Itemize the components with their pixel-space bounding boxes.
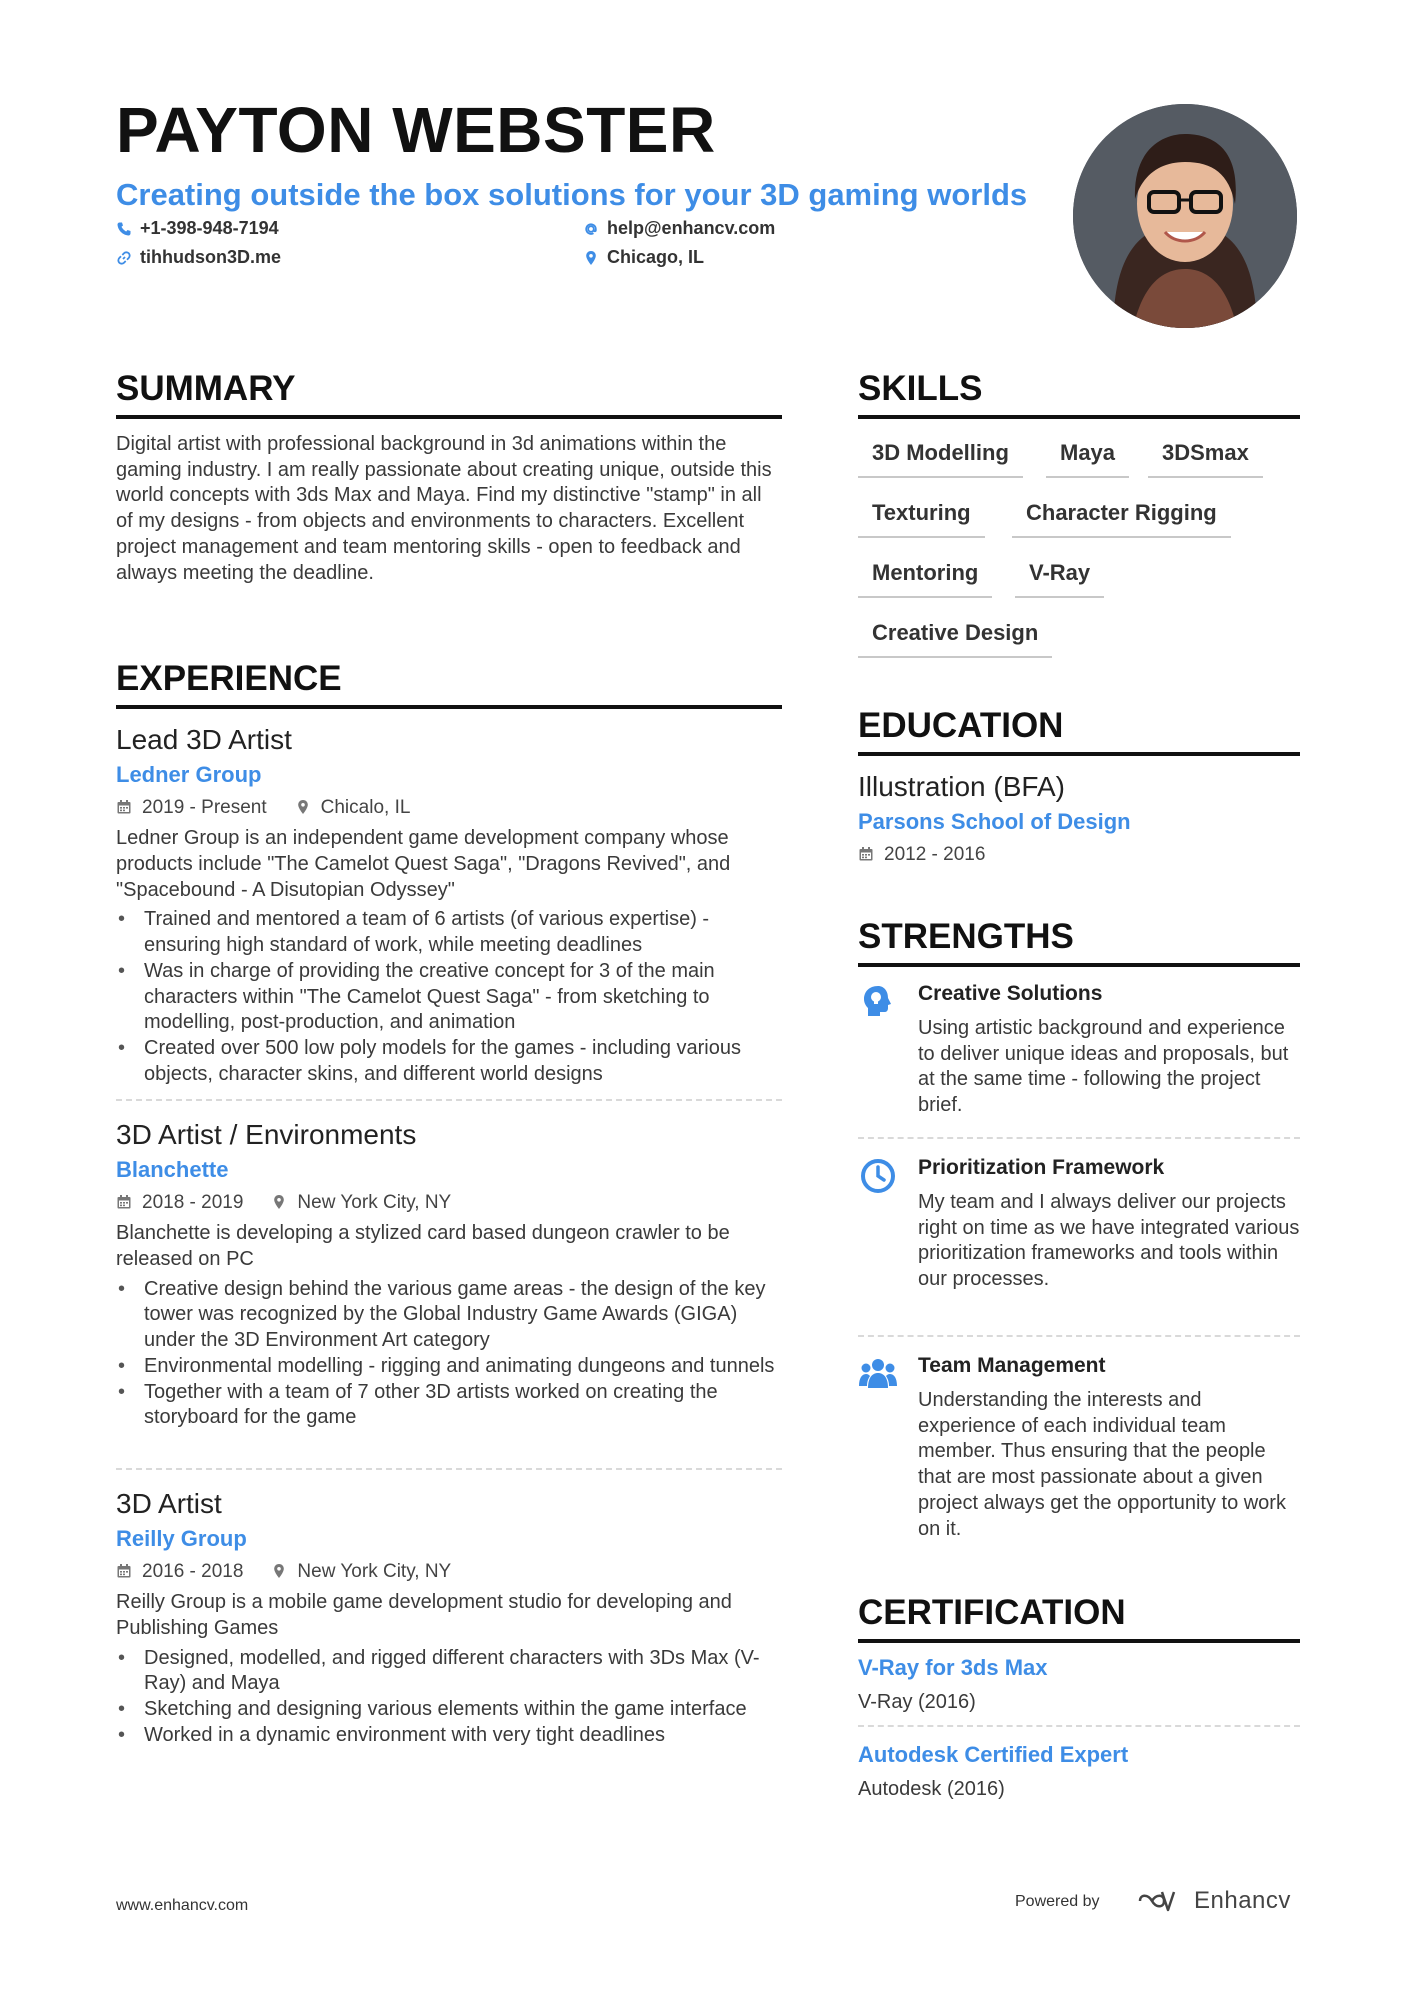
job-description: Ledner Group is an independent game development company whose products include "The Camelot Quest Saga", "Dragons Revived", and "Spacebound - A Disutopian Odyssey" (116, 827, 731, 901)
job-title: 3D Artist (116, 1488, 222, 1519)
job-location: New York City, NY (297, 1191, 452, 1213)
job-bullet: • Was in charge of providing the creative concept for 3 of the main characters within "The Camelot Quest Saga" - from sketching to modelling, post-production, and animation (116, 959, 782, 1036)
strength-description: Using artistic background and experience to deliver unique ideas and proposals, but at the same time - following the project brief. (918, 1017, 1289, 1117)
job-bullets (116, 1277, 782, 1431)
profile-photo (1073, 104, 1297, 328)
skill-tag: V-Ray (1015, 558, 1104, 598)
phone-icon (116, 221, 132, 237)
calendar-icon (116, 1194, 134, 1212)
enhancv-logo[interactable] (1136, 1886, 1291, 1916)
contact-location (583, 247, 704, 268)
location-pin-icon (295, 799, 313, 817)
certification-issuer: Autodesk (2016) (858, 1777, 1005, 1800)
school-name[interactable]: Parsons School of Design (858, 809, 1131, 834)
job-bullet: • Worked in a dynamic environment with very tight deadlines (116, 1723, 782, 1749)
skill-tag: 3DSmax (1148, 438, 1263, 478)
skill-tag: Creative Design (858, 618, 1052, 658)
candidate-name: PAYTON WEBSTER (116, 94, 716, 166)
strength-item (858, 1156, 1300, 1316)
location-pin-icon (271, 1194, 289, 1212)
strengths-heading: STRENGTHS (858, 918, 1300, 967)
job-title: Lead 3D Artist (116, 724, 292, 755)
experience-item (116, 722, 782, 1087)
summary-heading: SUMMARY (116, 370, 782, 419)
strength-item (858, 982, 1300, 1122)
job-dates: 2019 - Present (142, 796, 267, 818)
company-name[interactable]: Reilly Group (116, 1526, 247, 1551)
at-icon (583, 221, 599, 237)
enhancv-brand-text: Enhancv (1194, 1887, 1291, 1914)
divider (858, 1725, 1300, 1727)
divider (858, 1335, 1300, 1337)
experience-heading: EXPERIENCE (116, 660, 782, 709)
education-item (858, 769, 1300, 873)
job-bullet: • Together with a team of 7 other 3D artists worked on creating the storyboard for the game (116, 1380, 782, 1431)
job-dates: 2016 - 2018 (142, 1560, 244, 1582)
experience-item (116, 1117, 782, 1431)
skill-tag: Mentoring (858, 558, 992, 598)
certification-heading: CERTIFICATION (858, 1594, 1300, 1643)
summary-text: Digital artist with professional background in 3d animations within the gaming industry. I am really passionate about creating unique, outside this world concepts with 3ds Max and Maya. Find my distinctive "stamp" in all of my designs - from objects and environments to characters. Excellent project management and team mentoring skills - open to feedback and always meeting the deadline. (116, 433, 772, 584)
job-location: Chicalo, IL (320, 796, 411, 818)
skill-tag: Texturing (858, 498, 985, 538)
contact-email[interactable] (583, 218, 775, 239)
job-bullet: • Created over 500 low poly models for the games - including various objects, character skins, and different world designs (116, 1036, 782, 1087)
strength-title: Team Management (918, 1354, 1106, 1377)
education-dates: 2012 - 2016 (884, 843, 986, 865)
job-meta (116, 1560, 782, 1585)
divider (116, 1099, 782, 1101)
head-bulb-icon (858, 982, 898, 1022)
job-location: New York City, NY (297, 1560, 452, 1582)
footer-url[interactable]: www.enhancv.com (116, 1897, 249, 1914)
contact-website[interactable] (116, 247, 281, 268)
education-heading: EDUCATION (858, 707, 1300, 756)
enhancv-logo-icon (1136, 1886, 1186, 1916)
strength-description: My team and I always deliver our projects right on time as we have integrated various prioritization frameworks and tools within our processes. (918, 1191, 1300, 1291)
certification-item (858, 1741, 1300, 1802)
clock-icon (858, 1156, 898, 1196)
education-meta (858, 843, 1300, 868)
skill-tag: Character Rigging (1012, 498, 1231, 538)
job-title: 3D Artist / Environments (116, 1119, 417, 1150)
degree: Illustration (BFA) (858, 771, 1065, 802)
team-icon (858, 1354, 898, 1394)
skill-tag: 3D Modelling (858, 438, 1023, 478)
strength-title: Prioritization Framework (918, 1156, 1165, 1179)
job-bullet: • Creative design behind the various game areas - the design of the key tower was recognized by the Global Industry Game Awards (GIGA) under the 3D Environment Art category (116, 1277, 782, 1354)
skills-heading: SKILLS (858, 370, 1300, 419)
link-icon (116, 250, 132, 266)
divider (858, 1137, 1300, 1139)
calendar-icon (858, 846, 876, 864)
job-meta (116, 1191, 782, 1216)
experience-item (116, 1486, 782, 1749)
job-dates: 2018 - 2019 (142, 1191, 244, 1213)
footer-powered-label: Powered by (1015, 1893, 1100, 1910)
certification-item (858, 1654, 1300, 1715)
job-bullet: • Sketching and designing various elements within the game interface (116, 1697, 782, 1723)
job-bullets (116, 907, 782, 1087)
location-pin-icon (583, 250, 599, 266)
job-bullet: • Environmental modelling - rigging and animating dungeons and tunnels (116, 1354, 782, 1380)
job-bullet: • Trained and mentored a team of 6 artists (of various expertise) - ensuring high standard of work, while meeting deadlines (116, 907, 782, 958)
location-pin-icon (271, 1563, 289, 1581)
location-text: Chicago, IL (607, 247, 705, 267)
certification-name[interactable]: Autodesk Certified Expert (858, 1742, 1129, 1767)
skill-tag: Maya (1046, 438, 1129, 478)
company-name[interactable]: Ledner Group (116, 762, 262, 787)
job-meta (116, 796, 782, 821)
phone-text: +1-398-948-7194 (140, 218, 279, 238)
divider (116, 1468, 782, 1470)
calendar-icon (116, 799, 134, 817)
job-bullet: • Designed, modelled, and rigged different characters with 3Ds Max (V-Ray) and Maya (116, 1646, 782, 1697)
job-description: Blanchette is developing a stylized card based dungeon crawler to be released on PC (116, 1222, 730, 1270)
certification-issuer: V-Ray (2016) (858, 1690, 976, 1713)
strength-item (858, 1354, 1300, 1554)
job-bullets (116, 1646, 782, 1749)
contact-phone (116, 218, 279, 239)
website-link[interactable]: tihhudson3D.me (140, 247, 282, 267)
calendar-icon (116, 1563, 134, 1581)
email-link[interactable]: help@enhancv.com (607, 218, 776, 238)
strength-description: Understanding the interests and experience of each individual team member. Thus ensuring that the people that are most passionate about a given project always get the opportunity to work on it. (918, 1389, 1286, 1540)
certification-name[interactable]: V-Ray for 3ds Max (858, 1655, 1048, 1680)
company-name[interactable]: Blanchette (116, 1157, 229, 1182)
strength-title: Creative Solutions (918, 982, 1103, 1005)
tagline: Creating outside the box solutions for your 3D gaming worlds (116, 177, 1028, 212)
job-description: Reilly Group is a mobile game development studio for developing and Publishing Games (116, 1591, 732, 1639)
